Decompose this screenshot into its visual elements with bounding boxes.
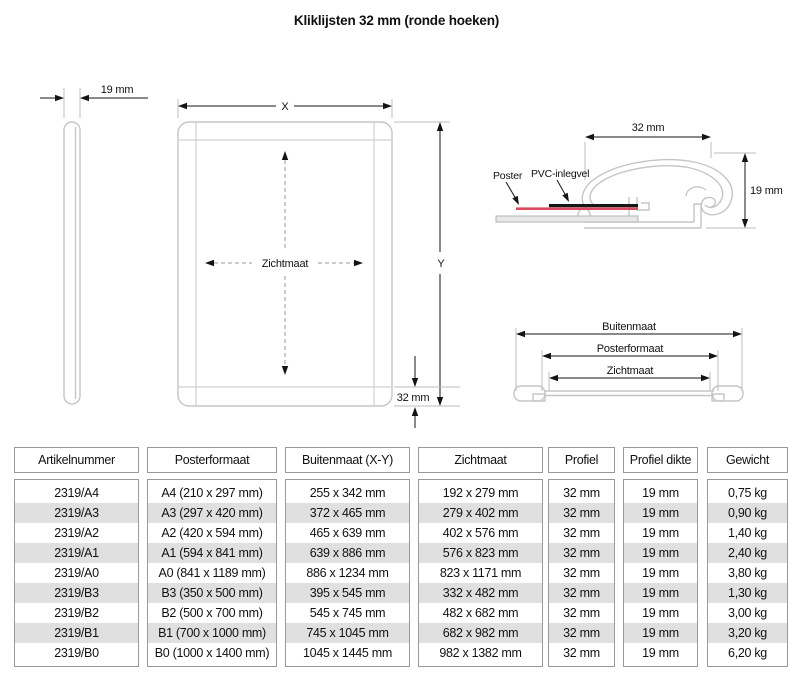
profile-section-width-label: 32 mm [631, 122, 665, 134]
table-cell: 372 x 465 mm [286, 503, 409, 523]
column-header: Profiel dikte [623, 447, 698, 473]
table-cell: 32 mm [549, 503, 614, 523]
spec-table [0, 447, 793, 667]
table-cell: 395 x 545 mm [286, 583, 409, 603]
table-cell: 1,30 kg [708, 583, 787, 603]
table-cell: B1 (700 x 1000 mm) [148, 623, 276, 643]
column-header: Artikelnummer [14, 447, 139, 473]
width-dim-label: X [281, 101, 289, 113]
table-cell: 2319/A1 [15, 543, 138, 563]
table-cell: 823 x 1171 mm [439, 566, 522, 580]
column-header: Zichtmaat [418, 447, 543, 473]
table-cell: 32 mm [563, 566, 600, 580]
profile-section-height-label: 19 mm [750, 185, 783, 197]
table-cell: 3,00 kg [728, 606, 767, 620]
back-panel-layer [496, 216, 638, 222]
page-title: Kliklijsten 32 mm (ronde hoeken) [293, 13, 500, 28]
table-cell: 886 x 1234 mm [306, 566, 389, 580]
column-header: Profiel [548, 447, 615, 473]
table-cell: 3,80 kg [728, 566, 767, 580]
table-cell: B3 (350 x 500 mm) [148, 583, 276, 603]
table-cell: 255 x 342 mm [309, 486, 386, 500]
table-column [418, 447, 543, 667]
table-cell: 482 x 682 mm [442, 606, 519, 620]
table-cell: 19 mm [642, 646, 679, 660]
table-cell: 32 mm [549, 543, 614, 563]
table-cell: 192 x 279 mm [442, 486, 519, 500]
column-body [418, 479, 543, 667]
side-view-drawing [40, 84, 148, 404]
table-cell: A0 (841 x 1189 mm) [158, 566, 266, 580]
profile-width-label: 32 mm [396, 392, 430, 404]
table-cell: 19 mm [624, 543, 697, 563]
side-thickness-label: 19 mm [100, 84, 134, 96]
table-cell: 2319/B0 [54, 646, 99, 660]
frame-section-drawing [514, 386, 743, 401]
table-cell: 32 mm [563, 606, 600, 620]
table-cell: 982 x 1382 mm [439, 646, 522, 660]
table-cell: 3,20 kg [708, 623, 787, 643]
table-column [147, 447, 277, 667]
pvc-label: PVC-inlegvel [531, 168, 590, 180]
column-body [548, 479, 615, 667]
table-cell: 19 mm [624, 503, 697, 523]
table-cell: 682 x 982 mm [419, 623, 542, 643]
column-body [623, 479, 698, 667]
table-column [548, 447, 615, 667]
table-cell: 402 x 576 mm [442, 526, 519, 540]
column-body [14, 479, 139, 667]
table-cell: 545 x 745 mm [309, 606, 386, 620]
column-body [285, 479, 410, 667]
column-header: Buitenmaat (X-Y) [285, 447, 410, 473]
table-column [707, 447, 788, 667]
table-cell: 2319/A3 [15, 503, 138, 523]
table-cell: 0,75 kg [728, 486, 767, 500]
table-cell: 32 mm [563, 526, 600, 540]
table-cell: 32 mm [563, 646, 600, 660]
table-cell: 745 x 1045 mm [286, 623, 409, 643]
table-cell: 2319/A2 [54, 526, 99, 540]
table-cell: 0,90 kg [708, 503, 787, 523]
table-column [14, 447, 139, 667]
table-cell: 2319/A0 [54, 566, 99, 580]
table-cell: B2 (500 x 700 mm) [161, 606, 263, 620]
size-cross-section [514, 321, 743, 401]
table-column [623, 447, 698, 667]
visible-size-label-bottom: Zichtmaat [606, 365, 654, 377]
table-cell: 465 x 639 mm [309, 526, 386, 540]
front-view-drawing [178, 99, 460, 428]
table-cell: 2319/B2 [54, 606, 99, 620]
table-cell: 2319/B3 [15, 583, 138, 603]
table-cell: A1 (594 x 841 mm) [148, 543, 276, 563]
outer-size-label: Buitenmaat [602, 321, 656, 333]
frame-side-profile [64, 122, 80, 404]
pvc-sheet-layer [549, 204, 638, 207]
table-cell: 19 mm [642, 526, 679, 540]
visible-size-label: Zichtmaat [261, 258, 309, 270]
column-header: Gewicht [707, 447, 788, 473]
table-cell: 32 mm [549, 583, 614, 603]
table-cell: 19 mm [642, 486, 679, 500]
table-cell: 32 mm [549, 623, 614, 643]
table-cell: 6,20 kg [728, 646, 767, 660]
table-cell: 1,40 kg [728, 526, 767, 540]
table-cell: A2 (420 x 594 mm) [161, 526, 263, 540]
column-body [707, 479, 788, 667]
table-cell: 19 mm [642, 606, 679, 620]
table-cell: B0 (1000 x 1400 mm) [154, 646, 270, 660]
column-body [147, 479, 277, 667]
table-cell: 576 x 823 mm [419, 543, 542, 563]
column-header: Posterformaat [147, 447, 277, 473]
table-cell: A3 (297 x 420 mm) [148, 503, 276, 523]
table-cell: 2319/A4 [54, 486, 99, 500]
table-cell: 639 x 886 mm [286, 543, 409, 563]
table-cell: 279 x 402 mm [419, 503, 542, 523]
table-cell: 19 mm [624, 623, 697, 643]
table-cell: 32 mm [563, 486, 600, 500]
poster-label: Poster [493, 170, 523, 182]
table-cell: 332 x 482 mm [419, 583, 542, 603]
poster-layer [516, 207, 638, 210]
table-cell: 1045 x 1445 mm [303, 646, 392, 660]
profile-cross-section [493, 122, 783, 228]
table-cell: 19 mm [624, 583, 697, 603]
table-column [285, 447, 410, 667]
poster-size-label: Posterformaat [596, 343, 664, 355]
height-dim-label: Y [437, 258, 445, 270]
table-cell: 2,40 kg [708, 543, 787, 563]
table-cell: 2319/B1 [15, 623, 138, 643]
table-cell: 19 mm [642, 566, 679, 580]
table-cell: A4 (210 x 297 mm) [161, 486, 263, 500]
